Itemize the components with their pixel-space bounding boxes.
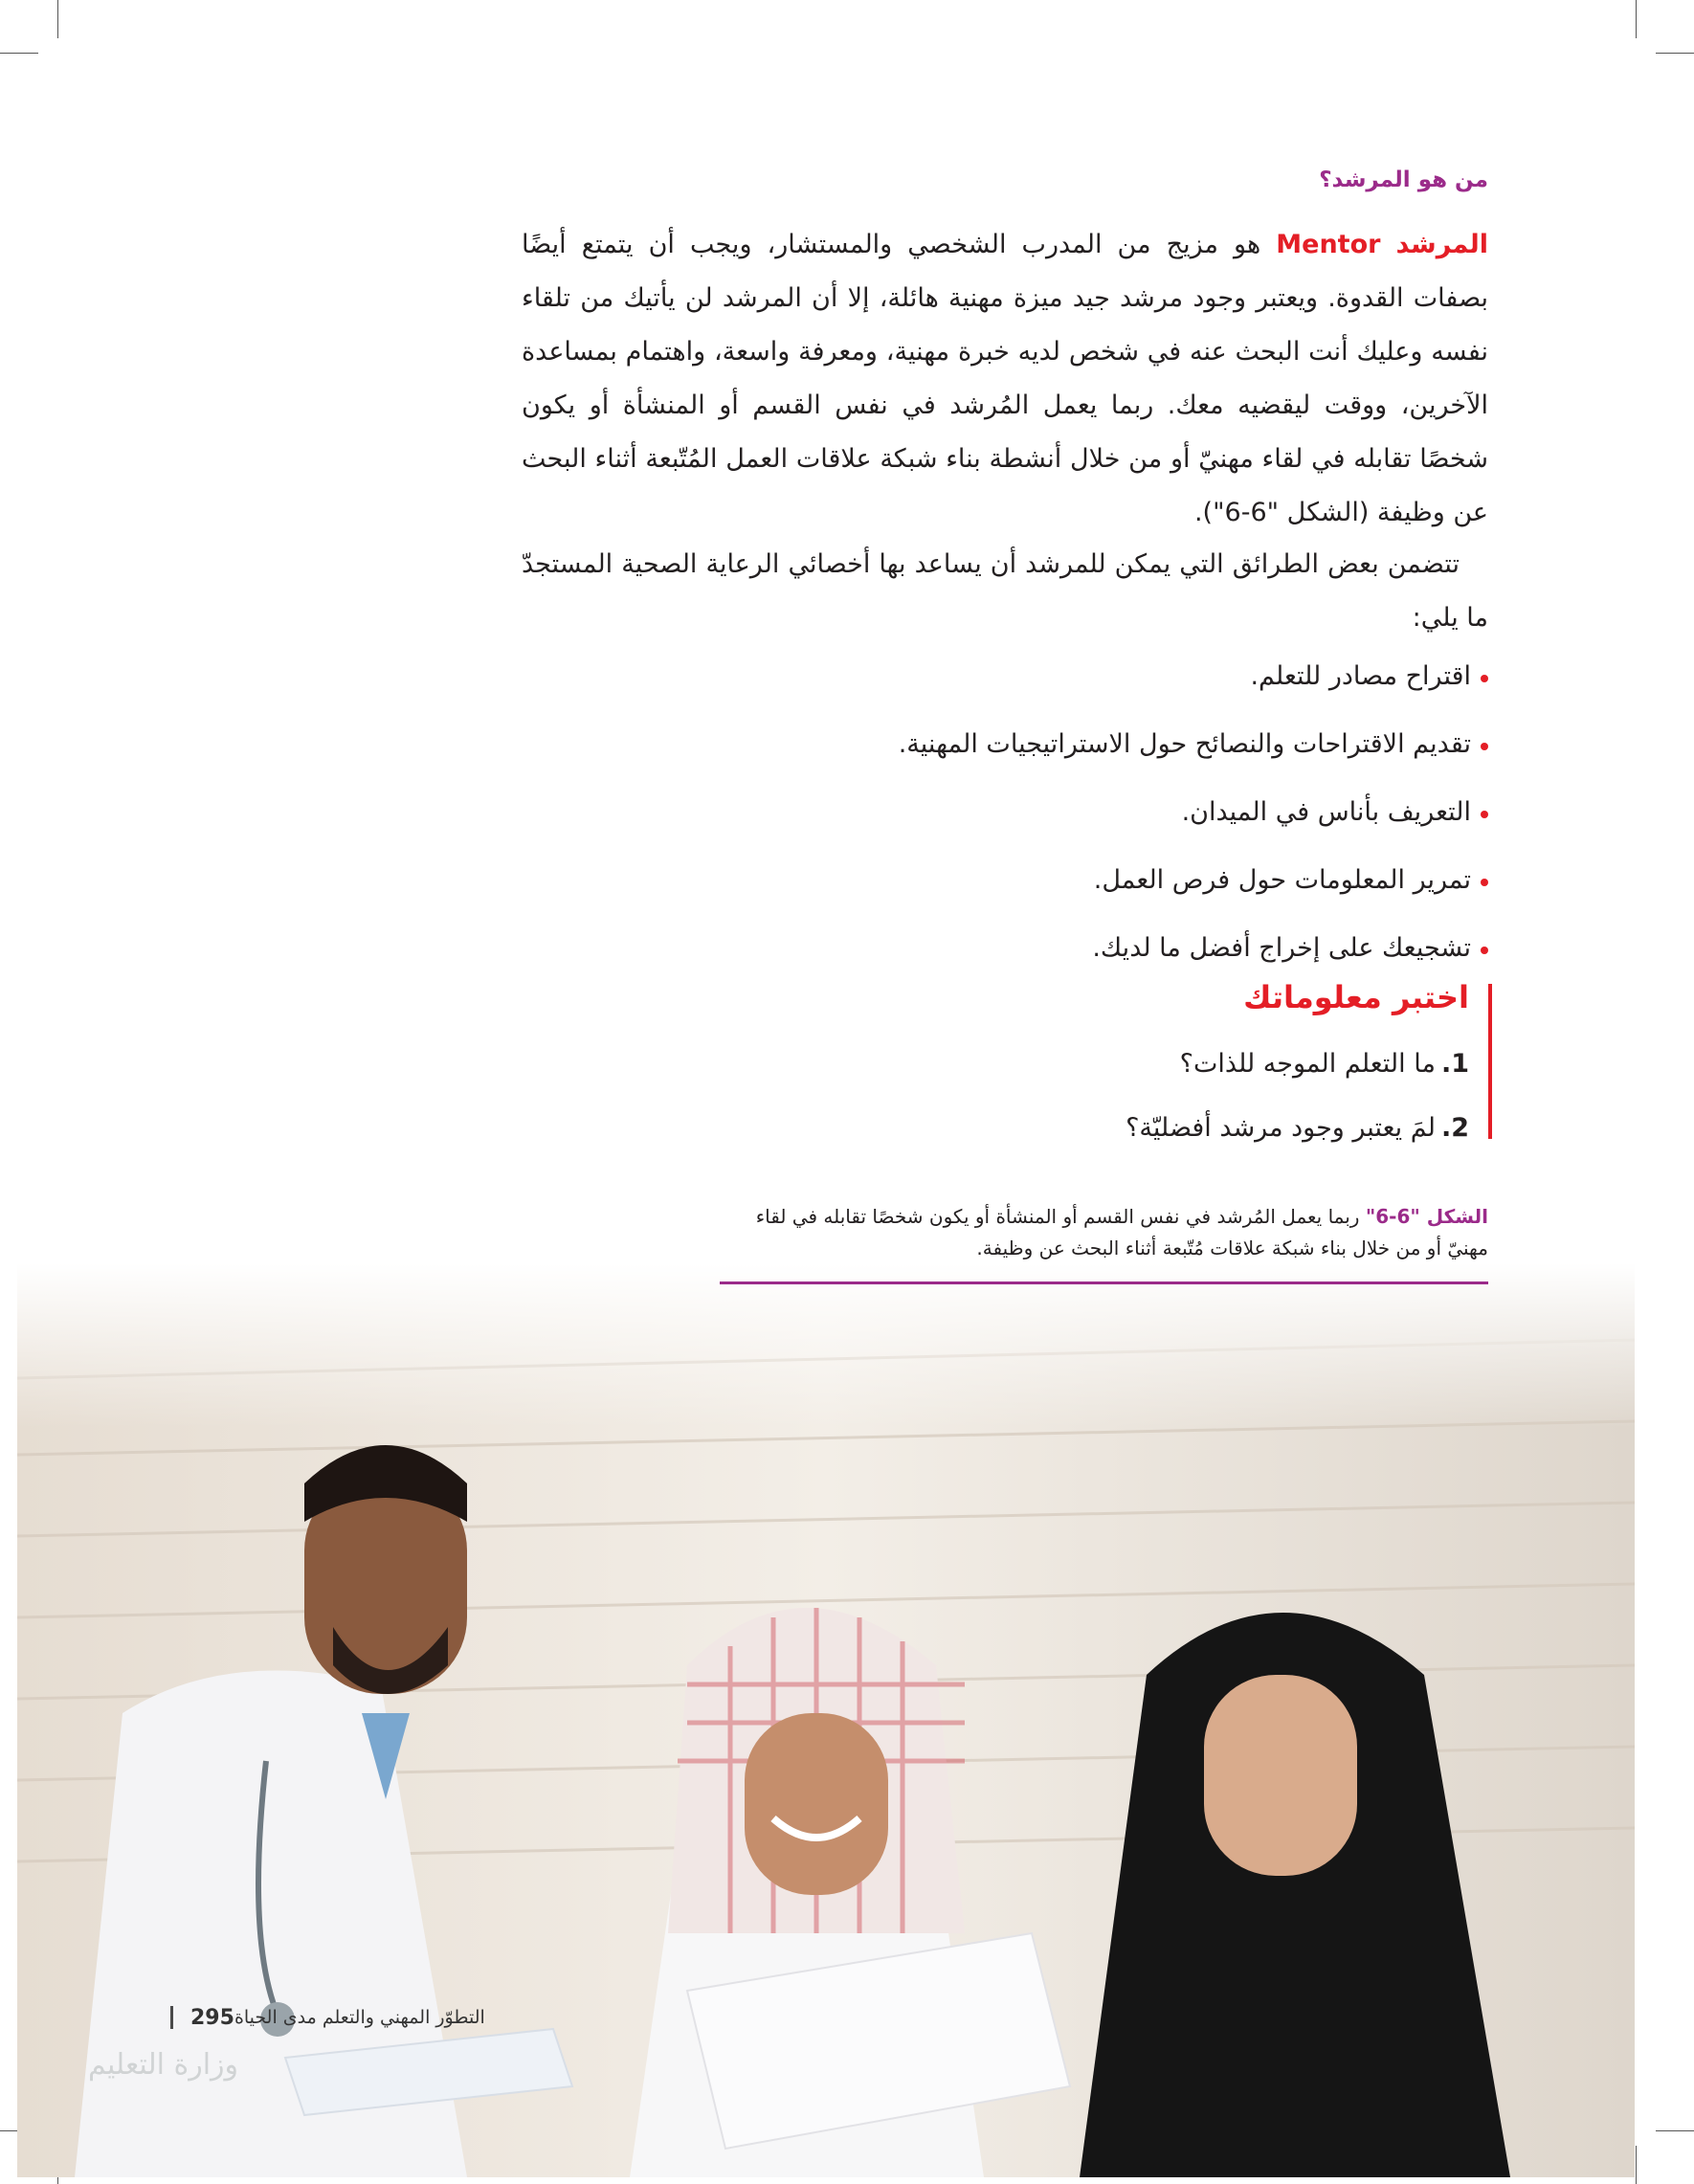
ministry-watermark: وزارة التعليم bbox=[88, 2048, 239, 2082]
crop-mark bbox=[1656, 2130, 1694, 2131]
figure-caption-box bbox=[720, 1201, 1488, 1284]
quiz-question: 1.ما التعلم الموجه للذات؟ bbox=[1179, 1049, 1469, 1079]
list-item: تشجيعك على إخراج أفضل ما لديك. bbox=[899, 928, 1488, 996]
crop-mark bbox=[1636, 2146, 1637, 2184]
footer-divider bbox=[170, 2006, 173, 2029]
bullet-icon bbox=[1481, 675, 1488, 682]
crop-mark bbox=[1656, 53, 1694, 54]
definition-text: هو مزيج من المدرب الشخصي والمستشار، ويجب أن يتمتع أيضًا بصفات القدوة. ويعتبر وجود مرشد جيد ميزة مهنية هائلة، إلا أن المرشد لن يأتيك من تلقاء نفسه وعليك أنت البحث عنه في شخص لديه خبرة مهنية، ومعرفة واسعة، واهتمام بمساعدة الآخرين، ووقت ليقضيه معك. ربما يعمل المُرشد في نفس القسم أو المنشأة أو يكون شخصًا تقابله في لقاء مهنيّ أو من خلال أنشطة بناء شبكة علاقات العمل المُتّبعة أثناء البحث عن وظيفة (الشكل "6-6"). bbox=[522, 230, 1488, 527]
page-number: 295 bbox=[190, 2005, 234, 2030]
term-english: Mentor bbox=[1276, 230, 1381, 259]
bullet-icon bbox=[1481, 811, 1488, 818]
crop-mark bbox=[0, 53, 38, 54]
quiz-question: 2.لمَ يعتبر وجود مرشد أفضليّة؟ bbox=[1126, 1113, 1469, 1143]
quiz-accent-bar bbox=[1488, 984, 1492, 1139]
bullet-icon bbox=[1481, 879, 1488, 886]
section-title: من هو المرشد؟ bbox=[1319, 167, 1488, 192]
quiz-title: اختبر معلوماتك bbox=[1243, 979, 1469, 1015]
page-footer bbox=[170, 1998, 485, 2037]
caption-underline bbox=[720, 1281, 1488, 1284]
figure-label: الشكل "6-6" bbox=[1365, 1205, 1488, 1228]
term-arabic: المرشد bbox=[1395, 230, 1488, 259]
intro-paragraph: تتضمن بعض الطرائق التي يمكن للمرشد أن يساعد بها أخصائي الرعاية الصحية المستجدّ ما يلي: bbox=[522, 549, 1488, 633]
figure-caption-text: ربما يعمل المُرشد في نفس القسم أو المنشأة أو يكون شخصًا تقابله في لقاء مهنيّ أو من خلال بناء شبكة علاقات مُتّبعة أثناء البحث عن وظيفة. bbox=[755, 1205, 1488, 1259]
figure-caption bbox=[720, 1201, 1488, 1264]
list-item: التعريف بأناس في الميدان. bbox=[899, 792, 1488, 860]
crop-mark bbox=[1636, 0, 1637, 38]
book-title: التطوّر المهني والتعلم مدى الحياة bbox=[234, 2007, 485, 2028]
list-item: تقديم الاقتراحات والنصائح حول الاستراتيجيات المهنية. bbox=[899, 724, 1488, 792]
list-item: اقتراح مصادر للتعلم. bbox=[899, 657, 1488, 724]
bullet-icon bbox=[1481, 947, 1488, 954]
bullet-list bbox=[899, 657, 1488, 996]
definition-paragraph bbox=[522, 218, 1488, 540]
bullet-icon bbox=[1481, 743, 1488, 750]
quiz-list bbox=[1126, 1045, 1469, 1173]
list-item: تمرير المعلومات حول فرص العمل. bbox=[899, 860, 1488, 928]
figure-photo bbox=[17, 1263, 1635, 2177]
crop-mark bbox=[57, 0, 58, 38]
